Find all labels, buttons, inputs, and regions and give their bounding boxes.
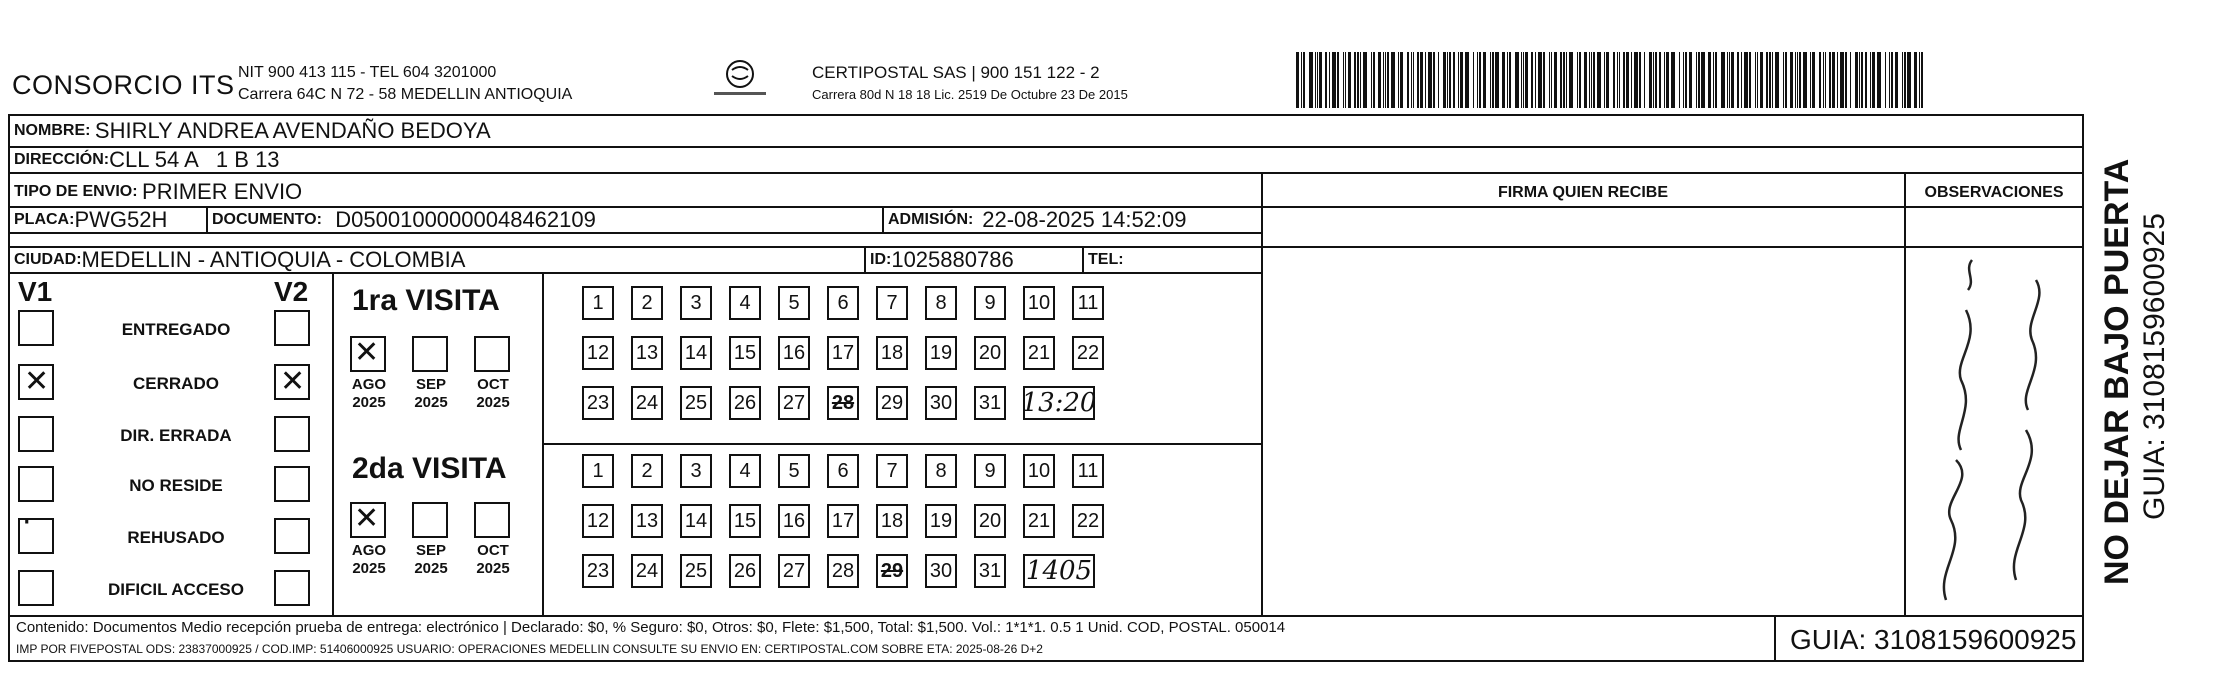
day-box[interactable]: 16 bbox=[778, 504, 810, 538]
day-box[interactable]: 7 bbox=[876, 454, 908, 488]
id-row bbox=[870, 248, 1014, 272]
observaciones-header: OBSERVACIONES bbox=[1924, 184, 2064, 201]
month-label: OCT 2025 bbox=[476, 542, 510, 577]
state-label: CERRADO bbox=[133, 374, 219, 393]
ciudad-label: CIUDAD: bbox=[14, 251, 82, 268]
day-box[interactable]: 2 bbox=[631, 454, 663, 488]
footer-imp: IMP POR FIVEPOSTAL ODS: 23837000925 / COD.IMP: 51406000925 USUARIO: OPERACIONES MEDELLIN CONSULTE SU ENVIO EN: CERTIPOSTAL.COM SOBRE ETA: 2025-08-26 D+2 bbox=[16, 642, 1043, 656]
day-box[interactable]: 8 bbox=[925, 286, 957, 320]
day-box[interactable]: 26 bbox=[729, 386, 761, 420]
day-box[interactable]: 12 bbox=[582, 504, 614, 538]
day-box[interactable]: 25 bbox=[680, 554, 712, 588]
month-checkbox[interactable] bbox=[474, 502, 510, 538]
check-mark-icon: ✕ bbox=[354, 501, 380, 536]
day-box[interactable]: 20 bbox=[974, 504, 1006, 538]
day-box[interactable]: 19 bbox=[925, 336, 957, 370]
day-box[interactable]: 18 bbox=[876, 336, 908, 370]
month-label: OCT 2025 bbox=[476, 376, 510, 411]
state-label: DIFICIL ACCESO bbox=[107, 580, 244, 599]
first-visit-title: 1ra VISITA bbox=[352, 284, 500, 317]
v2-checkbox[interactable] bbox=[274, 570, 310, 606]
day-box[interactable]: 17 bbox=[827, 336, 859, 370]
tipo-row bbox=[14, 178, 302, 206]
admision-value: 22-08-2025 14:52:09 bbox=[982, 207, 1187, 232]
day-box[interactable]: 21 bbox=[1023, 336, 1055, 370]
day-box[interactable]: 31 bbox=[974, 554, 1006, 588]
footer-content: Contenido: Documentos Medio recepción prueba de entrega: electrónico | Declarado: $0, % Seguro: $0, Otros: $0, Flete: $1,500, Total: $1,500. Vol.: 1*1*1. 0.5 1 Unid. COD, POSTAL. 050014 bbox=[16, 619, 1286, 636]
day-box[interactable]: 9 bbox=[974, 454, 1006, 488]
nombre-row bbox=[14, 116, 491, 146]
day-box[interactable]: 22 bbox=[1072, 336, 1104, 370]
side-warning: NO DEJAR BAJO PUERTA bbox=[2098, 158, 2136, 585]
day-box[interactable]: 14 bbox=[680, 336, 712, 370]
certipostal-logo-icon bbox=[706, 58, 774, 102]
ciudad-row bbox=[14, 248, 465, 272]
admision-row bbox=[888, 208, 1187, 232]
direccion-row bbox=[14, 148, 280, 172]
day-box[interactable]: 23 bbox=[582, 386, 614, 420]
courier-name: CERTIPOSTAL SAS | 900 151 122 - 2 bbox=[812, 63, 1100, 82]
v2-checkbox[interactable] bbox=[274, 518, 310, 554]
day-box[interactable]: 6 bbox=[827, 286, 859, 320]
dot-mark-icon: · bbox=[22, 505, 32, 540]
day-box[interactable]: 19 bbox=[925, 504, 957, 538]
month-label: AGO 2025 bbox=[351, 376, 387, 411]
day-box[interactable]: 25 bbox=[680, 386, 712, 420]
placa-row bbox=[14, 208, 167, 232]
observaciones-handwriting bbox=[1906, 250, 2082, 614]
visit-time: 1405 bbox=[1023, 554, 1095, 588]
day-box[interactable]: 6 bbox=[827, 454, 859, 488]
day-box[interactable]: 8 bbox=[925, 454, 957, 488]
v2-checkbox[interactable] bbox=[274, 310, 310, 346]
day-box[interactable]: 20 bbox=[974, 336, 1006, 370]
documento-value: D05001000000048462109 bbox=[335, 207, 596, 232]
day-box[interactable]: 17 bbox=[827, 504, 859, 538]
id-label: ID: bbox=[870, 251, 892, 268]
day-box[interactable]: 26 bbox=[729, 554, 761, 588]
month-label: SEP 2025 bbox=[414, 376, 448, 411]
day-box[interactable]: 22 bbox=[1072, 504, 1104, 538]
day-box[interactable]: 15 bbox=[729, 504, 761, 538]
check-mark-icon: ✕ bbox=[280, 364, 306, 399]
tipo-label: TIPO DE ENVIO: bbox=[14, 183, 138, 200]
month-checkbox[interactable] bbox=[474, 336, 510, 372]
company-nit: NIT 900 413 115 - TEL 604 3201000 bbox=[238, 64, 497, 81]
day-box[interactable]: 28 bbox=[827, 554, 859, 588]
day-box[interactable]: 11 bbox=[1072, 454, 1104, 488]
month-label: SEP 2025 bbox=[414, 542, 448, 577]
day-box[interactable]: 28 bbox=[827, 386, 859, 420]
nombre-label: NOMBRE: bbox=[14, 122, 91, 139]
state-label: REHUSADO bbox=[127, 528, 225, 547]
day-box[interactable]: 10 bbox=[1023, 286, 1055, 320]
day-box[interactable]: 13 bbox=[631, 336, 663, 370]
day-box[interactable]: 29 bbox=[876, 554, 908, 588]
courier-address: Carrera 80d N 18 18 Lic. 2519 De Octubre 23 De 2015 bbox=[812, 87, 1128, 102]
day-box[interactable]: 21 bbox=[1023, 504, 1055, 538]
day-box[interactable]: 14 bbox=[680, 504, 712, 538]
month-checkbox[interactable] bbox=[412, 336, 448, 372]
firma-header: FIRMA QUIEN RECIBE bbox=[1497, 184, 1669, 201]
v2-checkbox[interactable] bbox=[274, 466, 310, 502]
day-box[interactable]: 13 bbox=[631, 504, 663, 538]
company-name: CONSORCIO ITS bbox=[12, 70, 235, 100]
day-box[interactable]: 24 bbox=[631, 386, 663, 420]
documento-row bbox=[212, 208, 596, 232]
tel-label: TEL: bbox=[1088, 251, 1124, 268]
day-box[interactable]: 7 bbox=[876, 286, 908, 320]
v2-checkbox[interactable] bbox=[274, 416, 310, 452]
month-label: AGO 2025 bbox=[351, 542, 387, 577]
check-mark-icon: ✕ bbox=[24, 364, 50, 399]
day-box[interactable]: 27 bbox=[778, 386, 810, 420]
day-box[interactable]: 30 bbox=[925, 386, 957, 420]
v1-checkbox[interactable] bbox=[18, 310, 54, 346]
footer-guia: GUIA: 3108159600925 bbox=[1790, 624, 2077, 655]
day-box[interactable]: 27 bbox=[778, 554, 810, 588]
day-box[interactable]: 5 bbox=[778, 454, 810, 488]
v2-header: V2 bbox=[274, 276, 309, 307]
tel-row bbox=[1088, 248, 1124, 272]
day-box[interactable]: 23 bbox=[582, 554, 614, 588]
company-address: Carrera 64C N 72 - 58 MEDELLIN ANTIOQUIA bbox=[238, 86, 573, 103]
state-label: ENTREGADO bbox=[121, 320, 231, 339]
day-box[interactable]: 29 bbox=[876, 386, 908, 420]
day-box[interactable]: 2 bbox=[631, 286, 663, 320]
documento-label: DOCUMENTO: bbox=[212, 211, 322, 228]
v1-checkbox[interactable] bbox=[18, 466, 54, 502]
day-box[interactable]: 24 bbox=[631, 554, 663, 588]
second-visit-title: 2da VISITA bbox=[352, 452, 507, 485]
day-box[interactable]: 1 bbox=[582, 454, 614, 488]
day-box[interactable]: 9 bbox=[974, 286, 1006, 320]
side-guia: GUIA: 3108159600925 bbox=[2138, 213, 2171, 520]
day-box[interactable]: 1 bbox=[582, 286, 614, 320]
barcode bbox=[1296, 52, 1928, 108]
v1-header: V1 bbox=[18, 276, 53, 307]
state-label: NO RESIDE bbox=[129, 476, 223, 495]
nombre-value: SHIRLY ANDREA AVENDAÑO BEDOYA bbox=[94, 118, 491, 143]
day-box[interactable]: 18 bbox=[876, 504, 908, 538]
day-box[interactable]: 4 bbox=[729, 454, 761, 488]
day-box[interactable]: 4 bbox=[729, 286, 761, 320]
id-value: 1025880786 bbox=[891, 247, 1014, 272]
day-box[interactable]: 11 bbox=[1072, 286, 1104, 320]
day-box[interactable]: 30 bbox=[925, 554, 957, 588]
day-box[interactable]: 5 bbox=[778, 286, 810, 320]
v1-checkbox[interactable] bbox=[18, 416, 54, 452]
day-box[interactable]: 16 bbox=[778, 336, 810, 370]
day-box[interactable]: 3 bbox=[680, 286, 712, 320]
day-box[interactable]: 10 bbox=[1023, 454, 1055, 488]
direccion-label: DIRECCIÓN: bbox=[14, 151, 110, 168]
month-checkbox[interactable] bbox=[412, 502, 448, 538]
day-box[interactable]: 12 bbox=[582, 336, 614, 370]
direccion-value: CLL 54 A 1 B 13 bbox=[109, 147, 280, 172]
day-box[interactable]: 15 bbox=[729, 336, 761, 370]
placa-value: PWG52H bbox=[74, 207, 168, 232]
day-box[interactable]: 31 bbox=[974, 386, 1006, 420]
admision-label: ADMISIÓN: bbox=[888, 211, 974, 228]
visit-time: 13:20 bbox=[1021, 388, 1097, 418]
state-label: DIR. ERRADA bbox=[120, 426, 232, 445]
tipo-value: PRIMER ENVIO bbox=[142, 179, 303, 204]
placa-label: PLACA: bbox=[14, 211, 75, 228]
v1-checkbox[interactable] bbox=[18, 570, 54, 606]
ciudad-value: MEDELLIN - ANTIOQUIA - COLOMBIA bbox=[81, 247, 466, 272]
check-mark-icon: ✕ bbox=[354, 335, 380, 370]
day-box[interactable]: 3 bbox=[680, 454, 712, 488]
